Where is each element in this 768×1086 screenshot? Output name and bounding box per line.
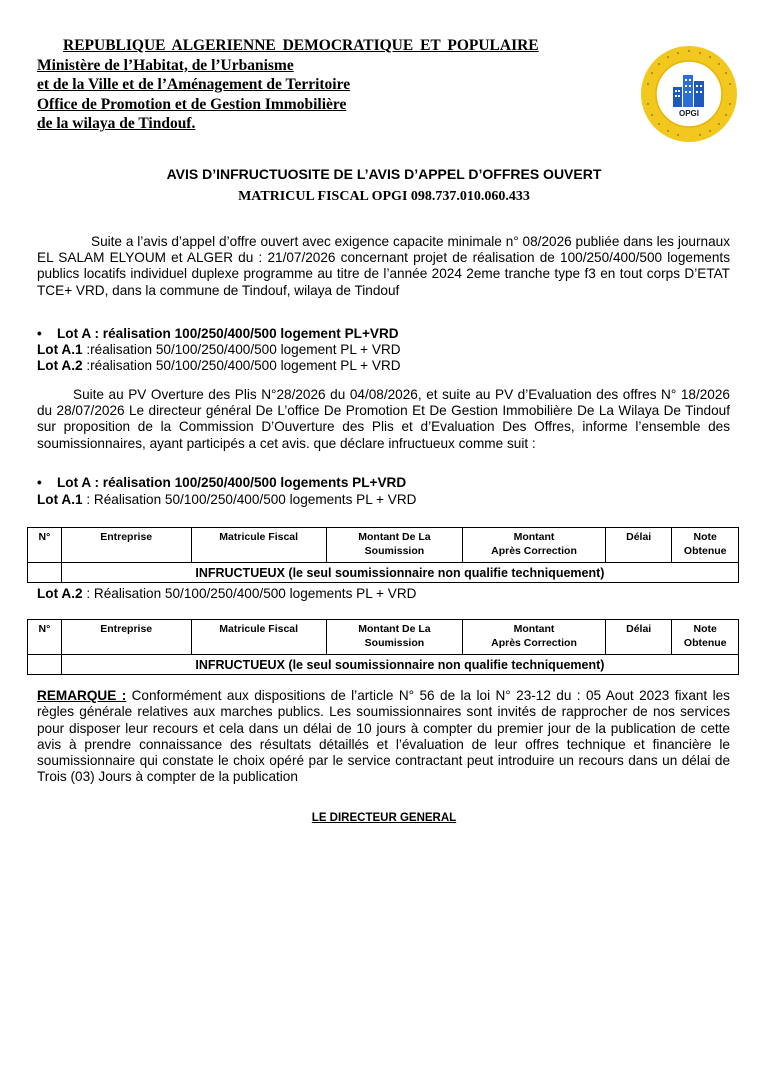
lot-a1-text-2: : Réalisation 50/100/250/400/500 logements PL + VRD <box>82 492 417 507</box>
col-num: N° <box>28 528 62 563</box>
col-apres-correction: Montant Après Correction <box>463 528 606 563</box>
col-num: N° <box>28 620 62 655</box>
col-apres-correction: Montant Après Correction <box>463 620 606 655</box>
col-entreprise: Entreprise <box>61 528 191 563</box>
result-cell: INFRUCTUEUX (le seul soumissionnaire non qualifie techniquement) <box>61 563 738 583</box>
lot-a2-label-2: Lot A.2 <box>37 586 83 601</box>
col-note: Note Obtenue <box>672 528 739 563</box>
lot-a1-text: :réalisation 50/100/250/400/500 logement PL + VRD <box>82 342 401 357</box>
intro-paragraph: Suite a l’avis d’appel d’offre ouvert avec exigence capacite minimale n° 08/2026 publiée dans les journaux EL SALAM ELYOUM et ALGER du : 21/07/2026 concernant projet de réalisation de 100/250/400/500 logements publics locatifs individuel duplexe programme au titre de l’année 2024 2eme tranche type f3 en tout corps D’ETAT TCE+ VRD, dans la commune de Tindouf, wilaya de Tindouf <box>37 234 730 298</box>
col-note: Note Obtenue <box>672 620 739 655</box>
lot-a2-text-2: : Réalisation 50/100/250/400/500 logements PL + VRD <box>82 586 417 601</box>
table-row <box>28 563 739 583</box>
opgi-seal-icon <box>640 45 738 143</box>
col-matricule: Matricule Fiscal <box>191 620 326 655</box>
signature-title: LE DIRECTEUR GENERAL <box>311 812 457 824</box>
letterhead <box>37 36 637 134</box>
table-header-row <box>28 528 739 563</box>
lot-a-text-2: Lot A : réalisation 100/250/400/500 logements PL+VRD <box>57 475 407 490</box>
fiscal-id: MATRICUL FISCAL OPGI 098.737.010.060.433 <box>238 189 530 204</box>
decision-paragraph: Suite au PV Overture des Plis N°28/2026 du 04/08/2026, et suite au PV d’Evaluation des offres N° 18/2026 du 28/07/2026 Le directeur général De L’office De Promotion Et De Gestion Immobilière De La Wilaya De Tindouf sur proposition de la Commission D’Ouverture des Plis et d’Evaluation Des Offres, informe l’ensemble des soumissionnaires, ayant participés a cet avis. que déclare infructueux comme suit : <box>37 387 730 451</box>
col-montant: Montant De La Soumission <box>326 620 462 655</box>
lot-a2-line <box>37 358 401 374</box>
remark-label: REMARQUE : <box>37 688 127 703</box>
col-entreprise: Entreprise <box>61 620 191 655</box>
col-matricule: Matricule Fiscal <box>191 528 326 563</box>
logo-text: OPGI <box>678 109 700 118</box>
lot-a2-label: Lot A.2 <box>37 358 83 373</box>
notice-title: AVIS D’INFRUCTUOSITE DE L’AVIS D’APPEL D’OFFRES OUVERT <box>166 166 602 182</box>
col-delai: Délai <box>605 620 672 655</box>
col-delai: Délai <box>605 528 672 563</box>
results-table-lot-a2 <box>27 619 739 675</box>
lot-a2-line-2 <box>37 586 416 602</box>
remark-text: Conformément aux dispositions de l’article N° 56 de la loi N° 23-12 du : 05 Aout 2023 fixant les règles générale relatives aux marches publics. Les soumissionnaires sont invités de rapprocher de nos services pour disposer leur recours et cela dans un délai de 10 jours à compter du premier jour de la publication de cette avis à prendre connaissance des résultats détaillés et l’évaluation de leur offres technique et financière le soumissionnaire qui constate le choix opéré par le service contractant peut introduire un recours dans un délai de Trois (03) Jours à compter de la publication <box>37 688 730 785</box>
lot-a-text: Lot A : réalisation 100/250/400/500 logement PL+VRD <box>57 326 399 341</box>
lot-a1-line <box>37 342 401 358</box>
remark-paragraph <box>37 688 730 786</box>
ministry-line-1: Ministère de l’Habitat, de l’Urbanisme <box>37 56 294 74</box>
lot-a-line <box>37 326 399 342</box>
lot-a-line-2 <box>37 475 406 491</box>
lot-a1-label-2: Lot A.1 <box>37 492 83 507</box>
table-header-row <box>28 620 739 655</box>
opgi-logo <box>640 45 738 143</box>
table-row <box>28 655 739 675</box>
bullet-icon: • <box>37 475 42 490</box>
ministry-line-2: et de la Ville et de l’Aménagement de Territoire <box>37 76 351 93</box>
col-montant: Montant De La Soumission <box>326 528 462 563</box>
result-cell: INFRUCTUEUX (le seul soumissionnaire non qualifie techniquement) <box>61 655 738 675</box>
results-table-lot-a1 <box>27 527 739 583</box>
wilaya-line: de la wilaya de Tindouf. <box>37 115 196 132</box>
lot-a2-text: :réalisation 50/100/250/400/500 logement PL + VRD <box>82 358 401 373</box>
republic-line: REPUBLIQUE ALGERIENNE DEMOCRATIQUE ET POPULAIRE <box>63 37 539 54</box>
office-line: Office de Promotion et de Gestion Immobilière <box>37 95 347 113</box>
lot-a1-line-2 <box>37 492 416 508</box>
lot-a1-label: Lot A.1 <box>37 342 83 357</box>
bullet-icon: • <box>37 326 42 341</box>
